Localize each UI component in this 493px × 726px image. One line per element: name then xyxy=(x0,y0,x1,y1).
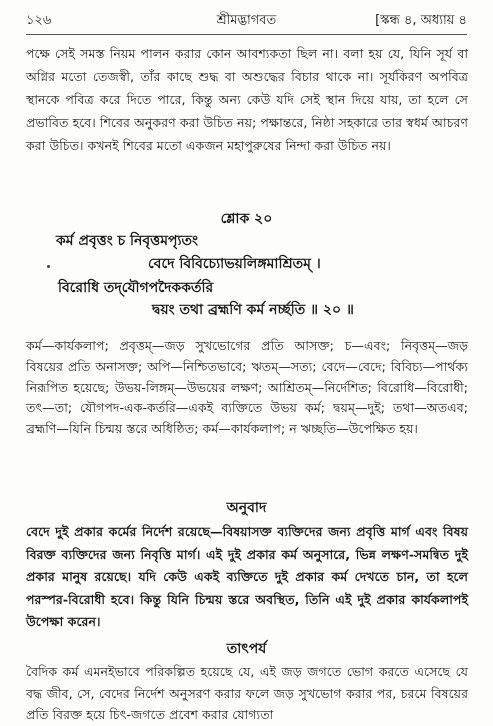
verse-line-2: বেদে বিবিচ্যোভয়লিঙ্গমাশ্রিতম্ । xyxy=(148,256,321,272)
translation-heading: অনুবাদ xyxy=(226,500,267,516)
synonyms-text: কর্ম—কার্যকলাপ; প্রবৃত্তম্—জড় সুখভোগের প্রতি আসক্ত; চ—এবং; নিবৃত্তম্—জড় বিষয়ের প্রতি অনাসক্ত; অপি—নিশ্চিতভাবে; ঋতম্—সত্য; বেদে—বেদে; বিবিচ্য—পার্থক্য নিরূপিত হয়েছে; উভয়-লিঙ্গম্—উভয়ের লক্ষণ; আশ্রিতম্—নির্দেশিত; বিরোধি—বিরোধী; তৎ—তা; যৌগপদ-এক-কর্তরি—একই ব্যক্তিতে উভয় কর্ম; দ্বয়ম্—দুই; তথা—অতএব; ব্রহ্মণি—যিনি চিন্ময় স্তরে অধিষ্ঠিত; কর্ম—কার্যকলাপ; ন ঋচ্ছতি—উপেক্ষিত হয়। xyxy=(26,338,468,437)
verse-number: শ্লোক ২০ xyxy=(220,211,273,227)
print-speck xyxy=(47,265,50,268)
verse-line-3: বিরোধি তদ্‌যৌগপদৈককর্তরি xyxy=(58,280,214,296)
book-title: শ্রীমদ্ভাগবত xyxy=(216,12,277,28)
page-number: ১২৬ xyxy=(26,12,52,28)
purport-text: বৈদিক কর্ম এমনইভাবে পরিকল্পিত হয়েছে যে, এই জড় জগতে ভোগ করতে এসেছে যে বদ্ধ জীব, সে, বেদের নির্দেশ অনুসরণ করার ফলে জড় সুখভোগ করার পর, চরমে বিষয়ের প্রতি বিরক্ত হয়ে চিৎ-জগতে প্রবেশ করার যোগ্যতা xyxy=(26,664,468,722)
previous-purport-text: পক্ষে সেই সমস্ত নিয়ম পালন করার কোন আবশ্যকতা ছিল না। বলা হয় যে, যিনি সূর্য বা অগ্নির মতো তেজস্বী, তাঁর কাছে শুদ্ধ বা অশুদ্ধের বিচার থাকে না। সূর্যকিরণ অপবিত্র স্থানকে পবিত্র করে দিতে পারে, কিন্তু অন্য কেউ যদি সেই স্থান দিয়ে যায়, তা হলে সে প্রভাবিত হবে। শিবের অনুকরণ করা উচিত নয়; পক্ষান্তরে, নিষ্ঠা সহকারে তার স্বধর্ম আচরণ করা উচিত। কখনই শিবের মতো একজন মহাপুরুষের নিন্দা করা উচিত নয়। xyxy=(26,46,468,153)
verse-line-1: কর্ম প্রবৃত্তং চ নিবৃত্তমপ্যৃতং xyxy=(56,233,199,249)
section-label: [স্কন্ধ ৪, অধ্যায় ৪ xyxy=(375,12,467,28)
page-header xyxy=(26,8,467,35)
translation-text: বেদে দুই প্রকার কর্মের নির্দেশ রয়েছে—বিষয়াসক্ত ব্যক্তিদের জন্য প্রবৃত্তি মার্গ এবং বিষয় বিরক্ত ব্যক্তিদের জন্য নিবৃত্তি মার্গ। এই দুই প্রকার কর্ম অনুসারে, ভিন্ন লক্ষণ-সমন্বিত দুই প্রকার মানুষ রয়েছে। যদি কেউ একই ব্যক্তিতে দুই প্রকার কর্ম দেখতে চান, তা হলে পরস্পর-বিরোধী হবে। কিন্তু যিনি চিন্ময় স্তরে অবস্থিত, তিনি এই দুই প্রকার কার্যকলাপই উপেক্ষা করেন। xyxy=(26,524,468,629)
purport-heading: তাৎপর্য xyxy=(226,641,267,657)
verse-line-4: দ্বয়ং তথা ব্রহ্মণি কর্ম নর্চ্ছতি ॥ ২০ ॥ xyxy=(152,302,354,318)
